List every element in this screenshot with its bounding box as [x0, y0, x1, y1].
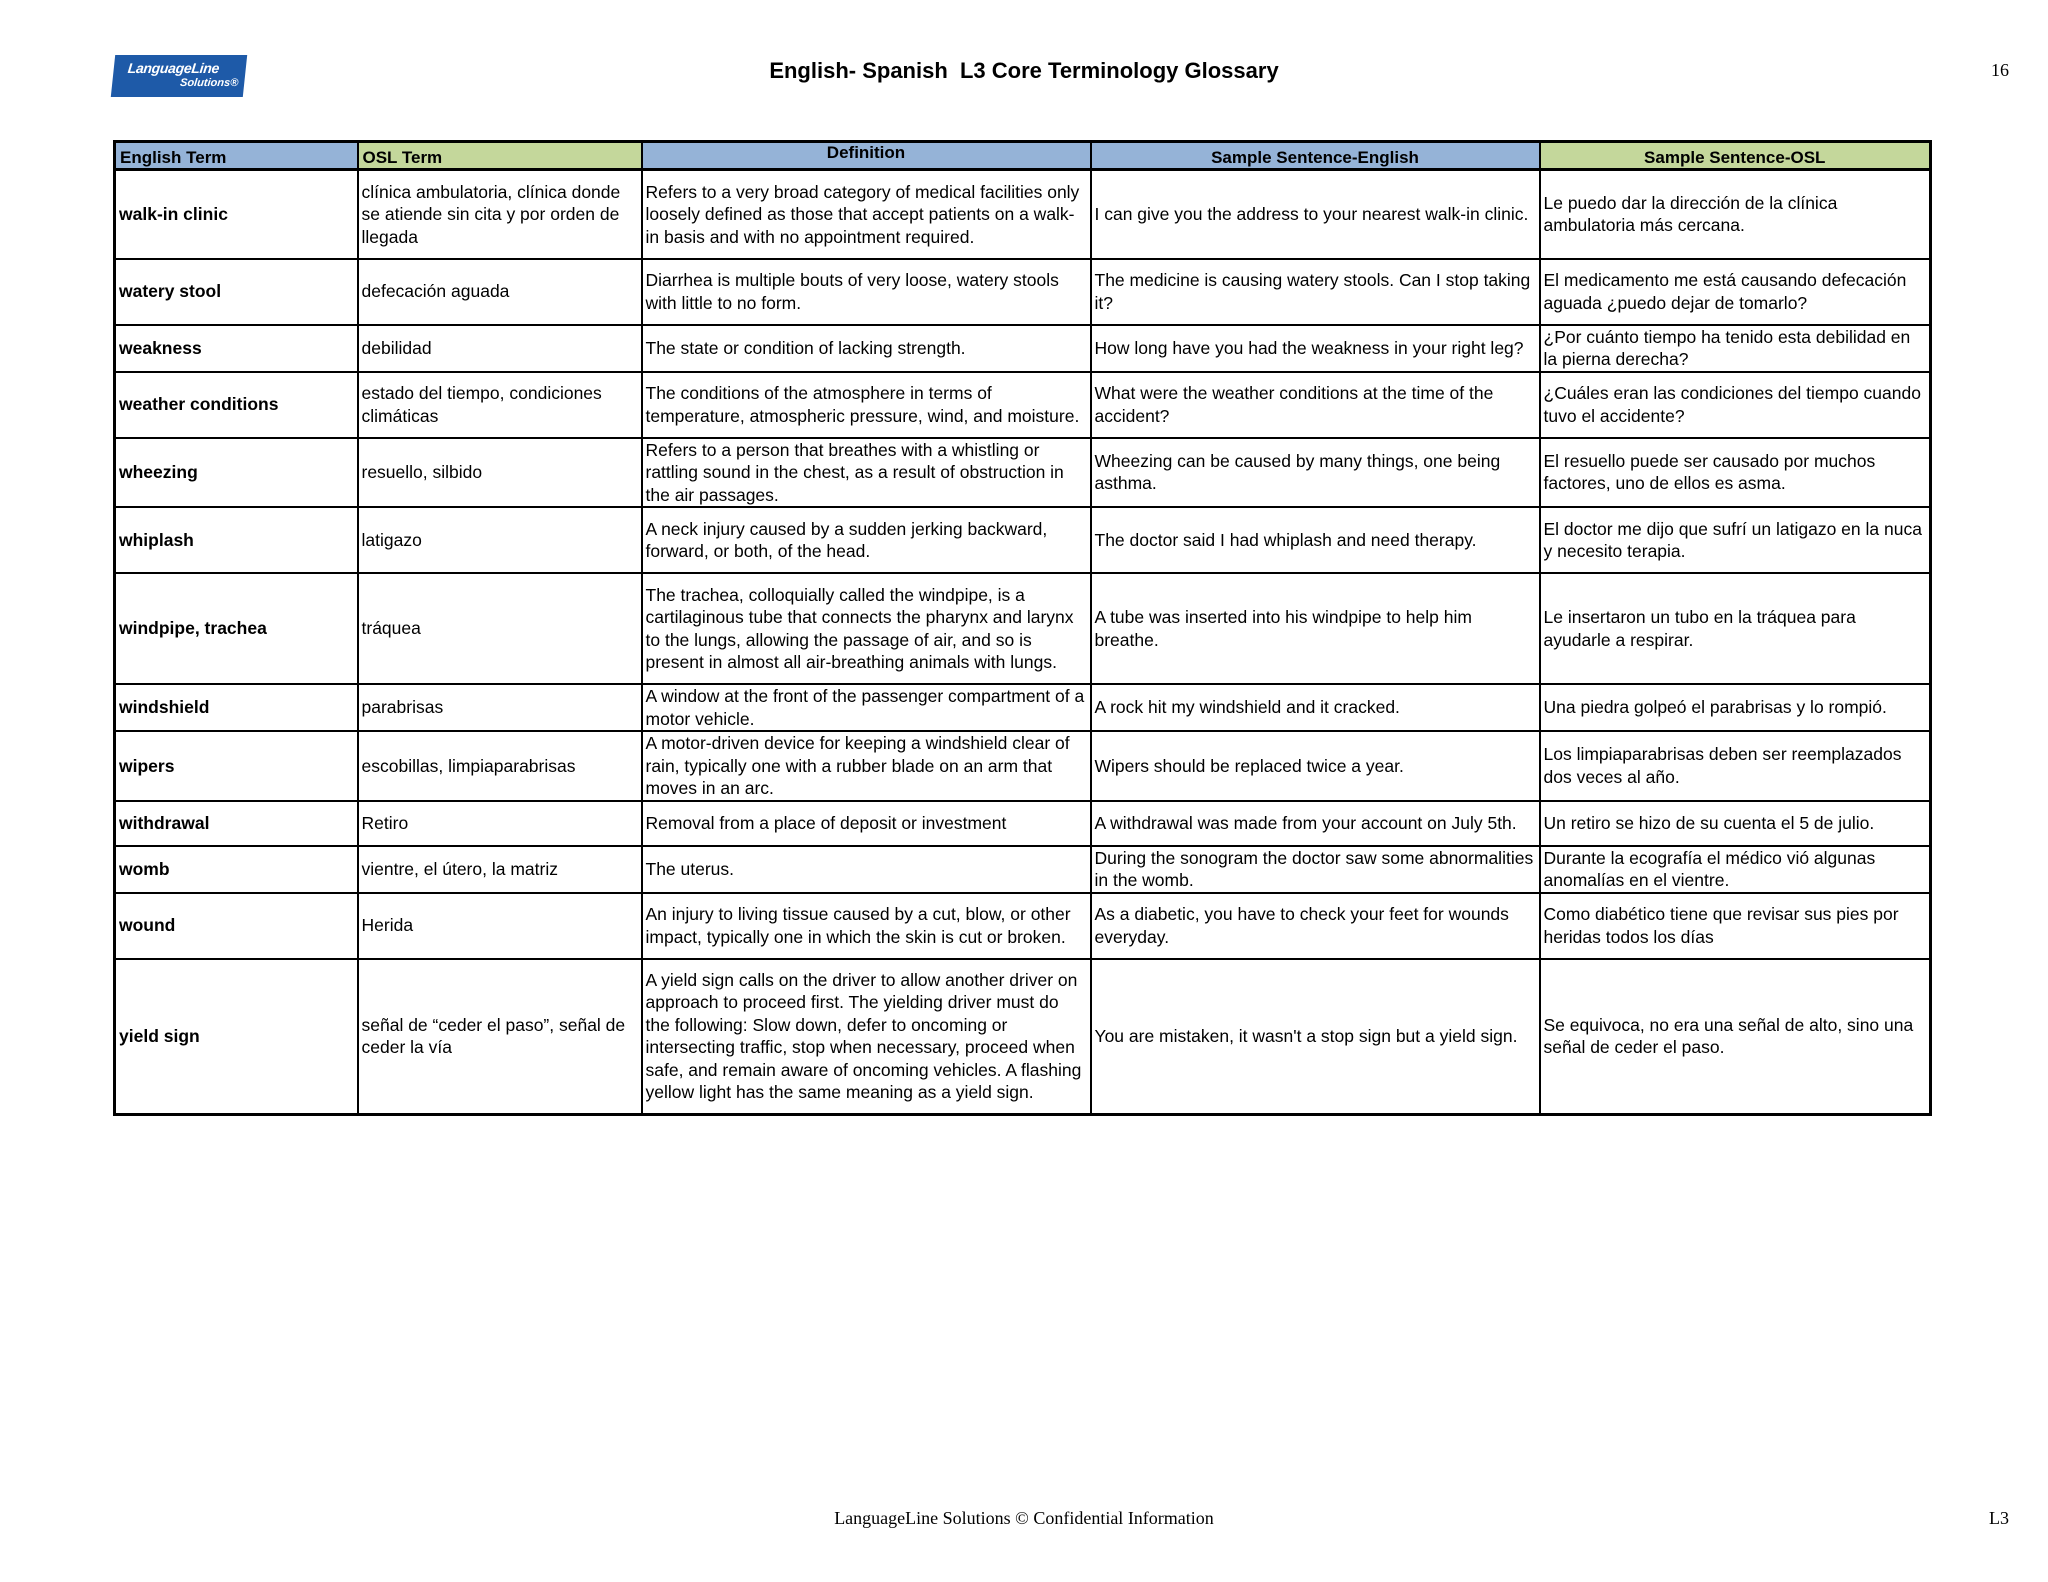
english-term-cell: wound: [115, 893, 358, 959]
definition-cell: A neck injury caused by a sudden jerking backward, forward, or both, of the head.: [642, 507, 1091, 573]
sample-sentence-english-cell: Wipers should be replaced twice a year.: [1091, 731, 1540, 801]
osl-term-cell: Retiro: [358, 801, 642, 846]
english-term-cell: weather conditions: [115, 372, 358, 438]
osl-term-cell: estado del tiempo, condiciones climáticas: [358, 372, 642, 438]
sample-sentence-osl-cell: El resuello puede ser causado por muchos factores, uno de ellos es asma.: [1540, 438, 1931, 508]
sample-sentence-osl-cell: ¿Cuáles eran las condiciones del tiempo cuando tuvo el accidente?: [1540, 372, 1931, 438]
table-header-row: [115, 142, 1931, 170]
sample-sentence-osl-cell: Durante la ecografía el médico vió algunas anomalías en el vientre.: [1540, 846, 1931, 893]
sample-sentence-osl-cell: Un retiro se hizo de su cuenta el 5 de julio.: [1540, 801, 1931, 846]
sample-sentence-osl-cell: Como diabético tiene que revisar sus pies por heridas todos los días: [1540, 893, 1931, 959]
osl-term-cell: parabrisas: [358, 684, 642, 731]
definition-cell: The uterus.: [642, 846, 1091, 893]
header-sample-sentence-osl: Sample Sentence-OSL: [1540, 142, 1931, 170]
english-term-cell: windshield: [115, 684, 358, 731]
osl-term-cell: señal de “ceder el paso”, señal de ceder la vía: [358, 959, 642, 1115]
definition-cell: The conditions of the atmosphere in terms of temperature, atmospheric pressure, wind, and moisture.: [642, 372, 1091, 438]
osl-term-cell: vientre, el útero, la matriz: [358, 846, 642, 893]
table-row: [115, 325, 1931, 372]
logo-line-1: LanguageLine: [127, 60, 220, 76]
osl-term-cell: clínica ambulatoria, clínica donde se atiende sin cita y por orden de llegada: [358, 170, 642, 259]
footer-confidential: LanguageLine Solutions © Confidential Information: [834, 1508, 1214, 1528]
definition-cell: The state or condition of lacking strength.: [642, 325, 1091, 372]
header-english-term: English Term: [115, 142, 358, 170]
osl-term-cell: defecación aguada: [358, 259, 642, 325]
sample-sentence-english-cell: Wheezing can be caused by many things, one being asthma.: [1091, 438, 1540, 508]
table-row: [115, 846, 1931, 893]
definition-cell: Refers to a very broad category of medical facilities only loosely defined as those that accept patients on a walk-in basis and with no appointment required.: [642, 170, 1091, 259]
osl-term-cell: Herida: [358, 893, 642, 959]
sample-sentence-english-cell: A tube was inserted into his windpipe to help him breathe.: [1091, 573, 1540, 684]
english-term-cell: windpipe, trachea: [115, 573, 358, 684]
glossary-table: [113, 140, 1932, 1116]
english-term-cell: wheezing: [115, 438, 358, 508]
sample-sentence-english-cell: The doctor said I had whiplash and need therapy.: [1091, 507, 1540, 573]
osl-term-cell: tráquea: [358, 573, 642, 684]
english-term-cell: watery stool: [115, 259, 358, 325]
logo-line-2: Solutions®: [179, 77, 239, 89]
sample-sentence-english-cell: The medicine is causing watery stools. Can I stop taking it?: [1091, 259, 1540, 325]
definition-cell: A motor-driven device for keeping a windshield clear of rain, typically one with a rubber blade on an arm that moves in an arc.: [642, 731, 1091, 801]
sample-sentence-english-cell: How long have you had the weakness in your right leg?: [1091, 325, 1540, 372]
osl-term-cell: debilidad: [358, 325, 642, 372]
table-row: [115, 573, 1931, 684]
definition-cell: The trachea, colloquially called the windpipe, is a cartilaginous tube that connects the pharynx and larynx to the lungs, allowing the passage of air, and so is present in almost all air-breathing animals with lungs.: [642, 573, 1091, 684]
sample-sentence-english-cell: I can give you the address to your nearest walk-in clinic.: [1091, 170, 1540, 259]
osl-term-cell: latigazo: [358, 507, 642, 573]
sample-sentence-osl-cell: Le insertaron un tubo en la tráquea para ayudarle a respirar.: [1540, 573, 1931, 684]
osl-term-cell: escobillas, limpiaparabrisas: [358, 731, 642, 801]
sample-sentence-osl-cell: Una piedra golpeó el parabrisas y lo rompió.: [1540, 684, 1931, 731]
definition-cell: Diarrhea is multiple bouts of very loose, watery stools with little to no form.: [642, 259, 1091, 325]
table-row: [115, 438, 1931, 508]
definition-cell: Removal from a place of deposit or investment: [642, 801, 1091, 846]
sample-sentence-osl-cell: Le puedo dar la dirección de la clínica ambulatoria más cercana.: [1540, 170, 1931, 259]
definition-cell: A yield sign calls on the driver to allow another driver on approach to proceed first. The yielding driver must do the following: Slow down, defer to oncoming or intersecting traffic, stop when necessary, proceed when safe, and remain aware of oncoming vehicles. A flashing yellow light has the same meaning as a yield sign.: [642, 959, 1091, 1115]
table-row: [115, 372, 1931, 438]
sample-sentence-english-cell: As a diabetic, you have to check your feet for wounds everyday.: [1091, 893, 1540, 959]
english-term-cell: walk-in clinic: [115, 170, 358, 259]
sample-sentence-english-cell: What were the weather conditions at the time of the accident?: [1091, 372, 1540, 438]
english-term-cell: wipers: [115, 731, 358, 801]
sample-sentence-osl-cell: El medicamento me está causando defecación aguada ¿puedo dejar de tomarlo?: [1540, 259, 1931, 325]
table-row: [115, 893, 1931, 959]
table-row: [115, 801, 1931, 846]
english-term-cell: yield sign: [115, 959, 358, 1115]
english-term-cell: whiplash: [115, 507, 358, 573]
sample-sentence-osl-cell: Los limpiaparabrisas deben ser reemplazados dos veces al año.: [1540, 731, 1931, 801]
sample-sentence-english-cell: You are mistaken, it wasn't a stop sign but a yield sign.: [1091, 959, 1540, 1115]
english-term-cell: withdrawal: [115, 801, 358, 846]
definition-cell: A window at the front of the passenger compartment of a motor vehicle.: [642, 684, 1091, 731]
sample-sentence-osl-cell: ¿Por cuánto tiempo ha tenido esta debilidad en la pierna derecha?: [1540, 325, 1931, 372]
table-row: [115, 684, 1931, 731]
sample-sentence-english-cell: A rock hit my windshield and it cracked.: [1091, 684, 1540, 731]
english-term-cell: womb: [115, 846, 358, 893]
osl-term-cell: resuello, silbido: [358, 438, 642, 508]
sample-sentence-english-cell: During the sonogram the doctor saw some abnormalities in the womb.: [1091, 846, 1540, 893]
table-row: [115, 259, 1931, 325]
table-row: [115, 507, 1931, 573]
sample-sentence-english-cell: A withdrawal was made from your account on July 5th.: [1091, 801, 1540, 846]
header-sample-sentence-english: Sample Sentence-English: [1091, 142, 1540, 170]
header-osl-term: OSL Term: [358, 142, 642, 170]
table-row: [115, 170, 1931, 259]
page-number: 16: [1991, 60, 2009, 80]
definition-cell: An injury to living tissue caused by a cut, blow, or other impact, typically one in which the skin is cut or broken.: [642, 893, 1091, 959]
page-title: English- Spanish L3 Core Terminology Glossary: [769, 58, 1279, 83]
table-row: [115, 731, 1931, 801]
sample-sentence-osl-cell: Se equivoca, no era una señal de alto, sino una señal de ceder el paso.: [1540, 959, 1931, 1115]
definition-cell: Refers to a person that breathes with a whistling or rattling sound in the chest, as a result of obstruction in the air passages.: [642, 438, 1091, 508]
english-term-cell: weakness: [115, 325, 358, 372]
header-definition: Definition: [642, 142, 1091, 170]
sample-sentence-osl-cell: El doctor me dijo que sufrí un latigazo en la nuca y necesito terapia.: [1540, 507, 1931, 573]
footer-level: L3: [1989, 1508, 2009, 1528]
table-row: [115, 959, 1931, 1115]
